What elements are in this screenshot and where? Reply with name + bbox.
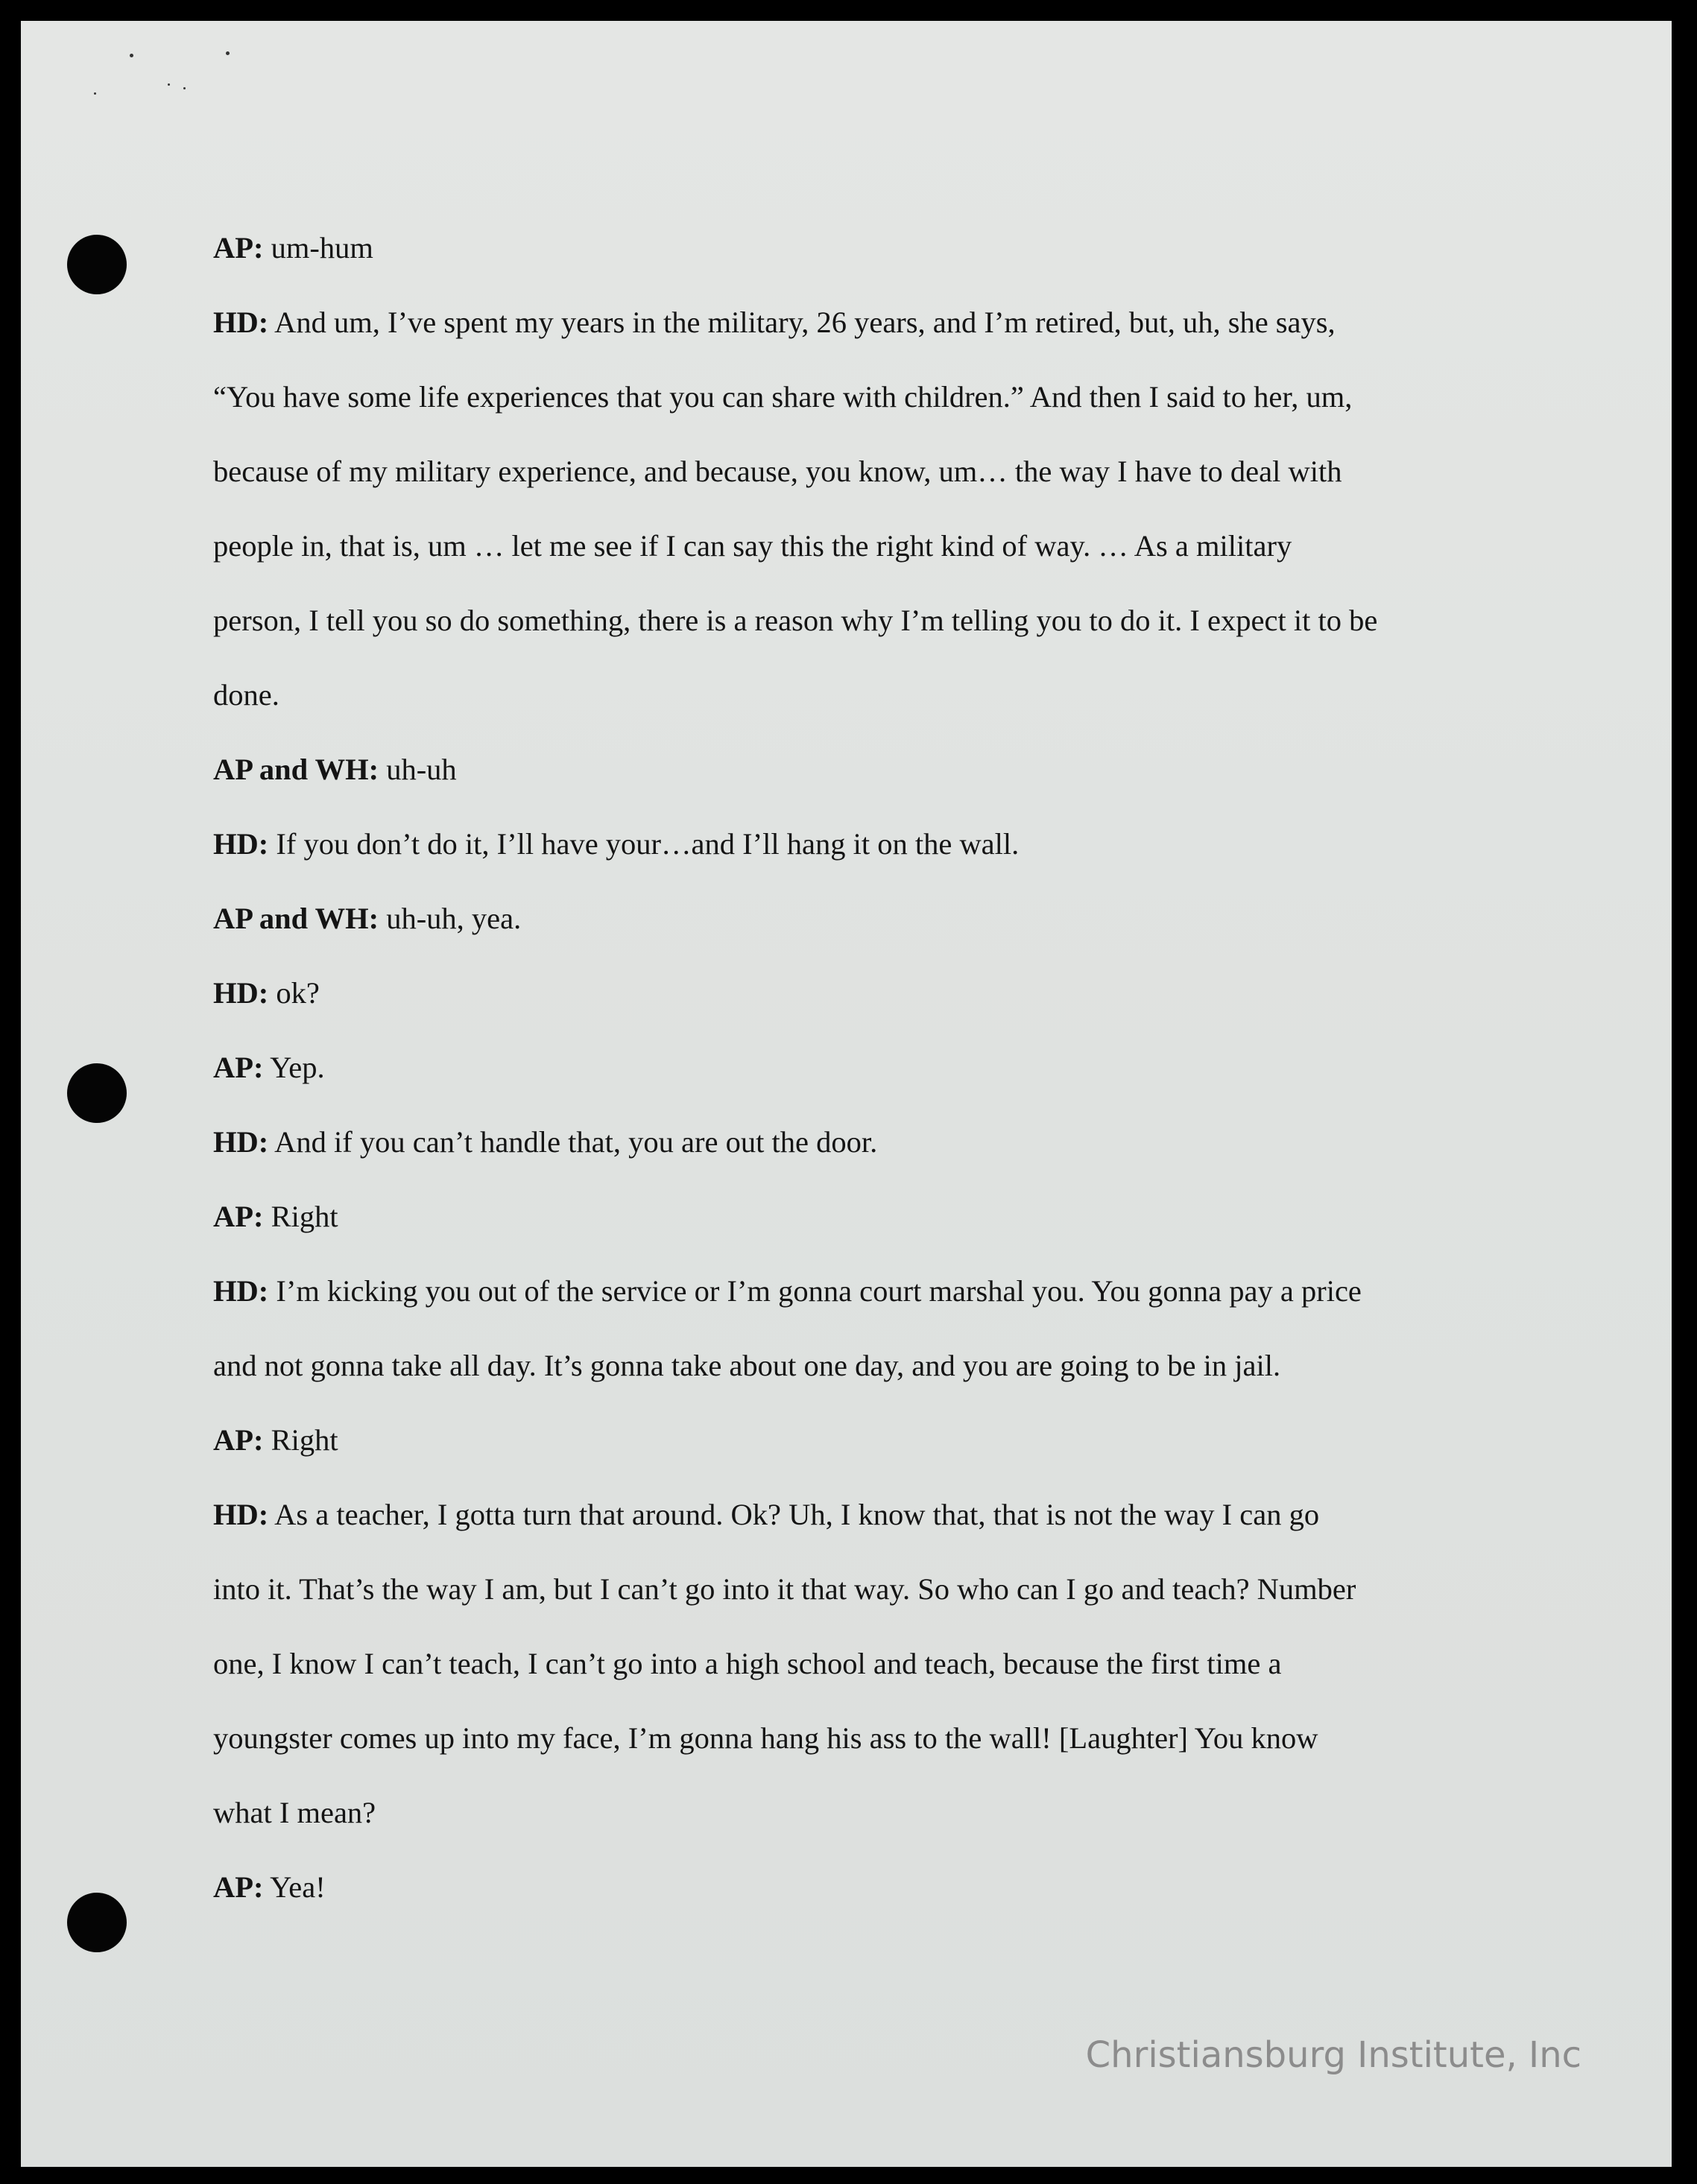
watermark: Christiansburg Institute, Inc: [1085, 2034, 1581, 2076]
paper-speck: [183, 87, 186, 89]
transcript-line: [213, 1031, 1525, 1105]
punch-hole-middle: [67, 1063, 127, 1123]
transcript-line: [213, 956, 1525, 1031]
utterance-text: I’m kicking you out of the service or I’m gonna court marshal you. You gonna pay a price: [276, 1274, 1362, 1308]
utterance-text: As a teacher, I gotta turn that around. Ok? Uh, I know that, that is not the way I can go: [274, 1498, 1320, 1531]
speaker-label: AP:: [213, 1051, 264, 1084]
utterance-text: one, I know I can’t teach, I can’t go into a high school and teach, because the first time a: [213, 1647, 1282, 1680]
utterance-text: into it. That’s the way I am, but I can’t go into it that way. So who can I go and teach? Number: [213, 1572, 1356, 1606]
transcript-line: [213, 1552, 1525, 1627]
transcript-line: [213, 881, 1525, 956]
transcript-line: [213, 285, 1525, 360]
speaker-label: HD:: [213, 827, 269, 861]
utterance-text: ok?: [276, 976, 320, 1010]
speaker-label: HD:: [213, 306, 269, 339]
transcript-line: [213, 1478, 1525, 1552]
speaker-label: HD:: [213, 1125, 269, 1159]
paper-speck: [226, 51, 230, 55]
speaker-label: HD:: [213, 1498, 269, 1531]
utterance-text: Yep.: [270, 1051, 325, 1084]
speaker-label: HD:: [213, 1274, 269, 1308]
utterance-text: Right: [271, 1423, 338, 1457]
utterance-text: uh-uh, yea.: [386, 902, 522, 935]
transcript-line: [213, 360, 1525, 434]
transcript-line: [213, 1627, 1525, 1701]
transcript-line: [213, 1701, 1525, 1776]
speaker-label: AP:: [213, 1870, 264, 1904]
punch-hole-top: [67, 235, 127, 294]
utterance-text: uh-uh: [386, 753, 457, 786]
utterance-text: done.: [213, 678, 279, 712]
transcript-line: [213, 211, 1525, 285]
document-page: [21, 21, 1672, 2167]
speaker-label: AP:: [213, 231, 264, 265]
utterance-text: person, I tell you so do something, there is a reason why I’m telling you to do it. I expect it to be: [213, 604, 1378, 637]
paper-speck: [130, 54, 133, 57]
utterance-text: people in, that is, um … let me see if I can say this the right kind of way. … As a military: [213, 529, 1292, 563]
transcript-line: [213, 1403, 1525, 1478]
transcript-line: [213, 1776, 1525, 1850]
utterance-text: And if you can’t handle that, you are out the door.: [274, 1125, 878, 1159]
transcript-line: [213, 732, 1525, 807]
utterance-text: Yea!: [270, 1870, 326, 1904]
transcript-line: [213, 1105, 1525, 1180]
transcript-line: [213, 1329, 1525, 1403]
transcript-line: [213, 807, 1525, 881]
utterance-text: Right: [271, 1200, 338, 1233]
transcript-line: [213, 434, 1525, 509]
transcript-body: [213, 211, 1525, 1925]
punch-hole-bottom: [67, 1893, 127, 1952]
utterance-text: And um, I’ve spent my years in the military, 26 years, and I’m retired, but, uh, she says,: [274, 306, 1336, 339]
utterance-text: because of my military experience, and because, you know, um… the way I have to deal with: [213, 455, 1342, 488]
transcript-line: [213, 509, 1525, 583]
paper-speck: [94, 92, 96, 95]
transcript-line: [213, 1254, 1525, 1329]
utterance-text: If you don’t do it, I’ll have your…and I’ll hang it on the wall.: [276, 827, 1020, 861]
utterance-text: and not gonna take all day. It’s gonna take about one day, and you are going to be in jail.: [213, 1349, 1281, 1382]
transcript-line: [213, 583, 1525, 658]
paper-speck: [168, 83, 170, 86]
utterance-text: um-hum: [271, 231, 373, 265]
transcript-line: [213, 1180, 1525, 1254]
utterance-text: youngster comes up into my face, I’m gonna hang his ass to the wall! [Laughter] You know: [213, 1721, 1318, 1755]
transcript-line: [213, 1850, 1525, 1925]
speaker-label: AP:: [213, 1423, 264, 1457]
speaker-label: AP and WH:: [213, 902, 379, 935]
utterance-text: “You have some life experiences that you can share with children.” And then I said to her, um,: [213, 380, 1353, 414]
speaker-label: HD:: [213, 976, 269, 1010]
speaker-label: AP and WH:: [213, 753, 379, 786]
speaker-label: AP:: [213, 1200, 264, 1233]
utterance-text: what I mean?: [213, 1796, 376, 1829]
transcript-line: [213, 658, 1525, 732]
